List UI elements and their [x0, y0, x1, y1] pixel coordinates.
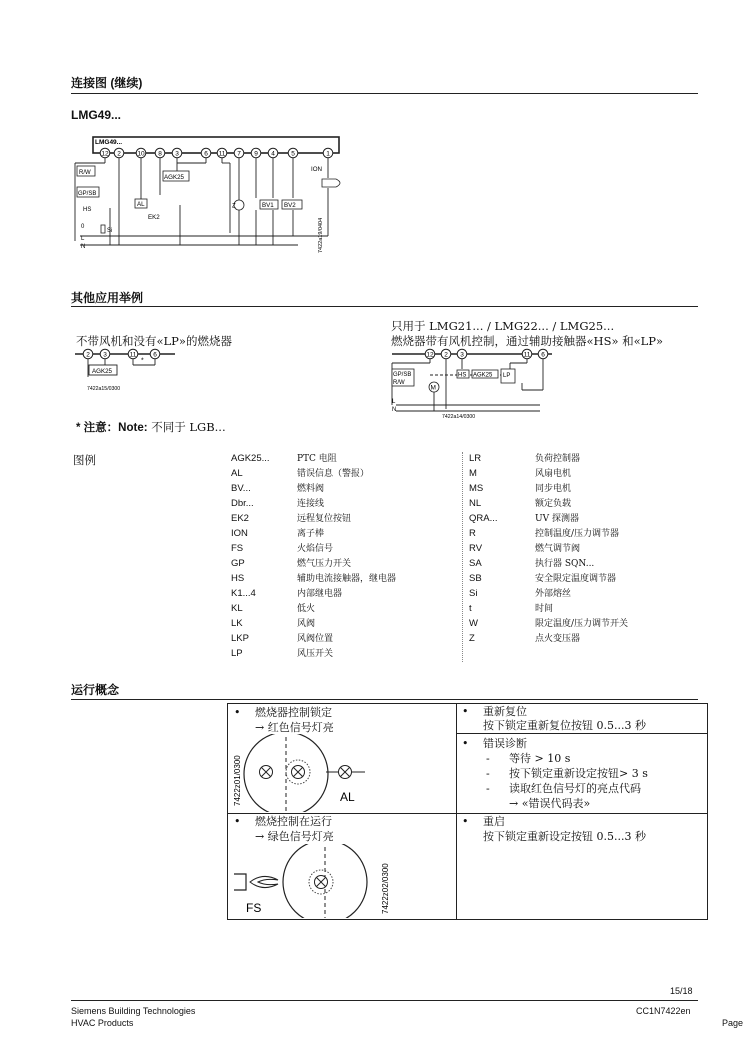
agk-label: AGK25: [473, 372, 493, 379]
terminal: [522, 349, 532, 359]
bv2-label: BV2: [284, 202, 296, 209]
divider: [71, 93, 698, 94]
legend-key: Dbr...: [231, 498, 254, 509]
lmg49-box-label: LMG49...: [95, 139, 123, 146]
legend-row: [469, 603, 689, 615]
agk-label: AGK25: [164, 174, 184, 181]
legend-value: 辅助电流接触器，继电器: [297, 574, 397, 584]
legend-row: [231, 618, 451, 630]
lamp-icon: [292, 766, 305, 779]
running-bullet: •: [234, 815, 241, 828]
legend-row: [469, 588, 689, 600]
diag-arrow: → «错误代码表»: [509, 797, 591, 810]
svg-text:2: 2: [86, 351, 90, 359]
zero-label: 0: [81, 224, 85, 230]
svg-text:11: 11: [523, 351, 531, 359]
legend-row: [469, 528, 689, 540]
legend-key: KL: [231, 603, 243, 614]
terminal: [150, 349, 160, 359]
legend-value: 限定温度/压力调节开关: [535, 619, 629, 629]
legend-value: PTC 电阻: [297, 454, 337, 464]
legend-value: 风压开关: [297, 649, 334, 659]
diag-item: 等待 > 10 s: [509, 752, 571, 765]
legend-row: [469, 513, 689, 525]
terminal: [251, 148, 261, 158]
terminal: [100, 148, 110, 158]
bv1-label: BV1: [262, 202, 274, 209]
flame-electrode-icon: [322, 179, 340, 187]
divider: [71, 699, 698, 700]
legend-value: 风阀: [297, 619, 316, 629]
legend-key: LK: [231, 618, 243, 629]
lmg49-wiring-diagram: [70, 133, 360, 258]
svg-text:5: 5: [291, 150, 295, 158]
legend-value: 风阀位置: [297, 634, 334, 644]
flame-icon: [250, 876, 278, 887]
svg-text:4: 4: [271, 150, 275, 158]
footer-page-label: Page: [722, 1018, 744, 1028]
rw-label: R/W: [79, 170, 91, 176]
gpsb-label: GP/SB: [78, 191, 97, 197]
running-line2: → 绿色信号灯亮: [255, 830, 334, 843]
legend-row: [231, 483, 451, 495]
dash: -: [486, 782, 490, 795]
dash: -: [486, 752, 490, 765]
alarm-lamp-icon: [339, 766, 352, 779]
legend-value: 同步电机: [535, 484, 572, 494]
legend-value: 点火变压器: [535, 634, 581, 644]
legend-key: K1...4: [231, 588, 256, 599]
svg-text:10: 10: [137, 150, 145, 158]
legend-row: [231, 603, 451, 615]
legend-row: [469, 618, 689, 630]
lmg49-box: [93, 137, 339, 153]
legend-row: [231, 513, 451, 525]
legend-key: Z: [469, 633, 475, 644]
al-label: AL: [137, 201, 145, 208]
svg-text:2: 2: [444, 351, 448, 359]
note-bold: Note:: [118, 422, 148, 434]
legend-key: t: [469, 603, 472, 614]
legend-key: EK2: [231, 513, 249, 524]
l-label: L: [392, 399, 396, 405]
lockout-bullet: •: [234, 706, 241, 719]
dash: -: [486, 767, 490, 780]
terminal: [217, 148, 227, 158]
restart-bullet: •: [462, 815, 469, 828]
legend-value: 风扇电机: [535, 469, 572, 479]
legend-value: 控制温度/压力调节器: [535, 529, 620, 539]
legend-row: [231, 528, 451, 540]
svg-text:3: 3: [175, 150, 179, 158]
terminal: [155, 148, 165, 158]
hs-label: HS: [83, 207, 92, 213]
legend-key: AGK25...: [231, 453, 270, 464]
svg-text:7: 7: [237, 150, 241, 158]
legend-value: 额定负载: [535, 499, 572, 509]
note-text: 不同于 LGB...: [147, 420, 226, 434]
operation-table: [227, 703, 708, 920]
svg-text:6: 6: [153, 351, 157, 359]
legend-value: 低火: [297, 604, 316, 614]
legend-value: 内部继电器: [297, 589, 343, 599]
legend-value: 离子棒: [297, 529, 325, 539]
lp-label: LP: [503, 373, 511, 379]
legend-key: SB: [469, 573, 482, 584]
terminal: [425, 349, 435, 359]
right-example-caption-2: 燃烧器带有风机控制，通过辅助接触器«HS» 和«LP»: [391, 334, 664, 348]
svg-text:12: 12: [426, 351, 434, 359]
diag-item: 按下锁定重新设定按钮> 3 s: [509, 767, 648, 780]
legend-key: QRA...: [469, 513, 498, 524]
svg-text:1: 1: [326, 150, 330, 158]
legend-row: [469, 573, 689, 585]
legend-key: FS: [231, 543, 244, 554]
reset-line1: 重新复位: [483, 705, 527, 718]
legend-key: RV: [469, 543, 483, 554]
terminal: [100, 349, 110, 359]
diagram-ref: 7422z02/0300: [381, 863, 390, 914]
ion-label: ION: [311, 166, 323, 173]
legend-value: UV 探测器: [535, 514, 579, 524]
svg-text:3: 3: [103, 351, 107, 359]
footer-divider: [71, 1000, 698, 1001]
legend-row: [469, 558, 689, 570]
hs-label: HS: [458, 372, 467, 379]
terminal: [172, 148, 182, 158]
terminal: [128, 349, 138, 359]
legend-key: AL: [231, 468, 243, 479]
legend-key: NL: [469, 498, 482, 509]
divider: [71, 306, 698, 307]
svg-text:6: 6: [204, 150, 208, 158]
svg-text:11: 11: [129, 351, 137, 359]
lockout-line2: → 红色信号灯亮: [255, 721, 334, 734]
terminal: [136, 148, 146, 158]
lamp-icon: [260, 766, 273, 779]
legend-row: [231, 453, 451, 465]
svg-text:11: 11: [218, 150, 226, 158]
legend-key: HS: [231, 573, 245, 584]
fs-label: FS: [246, 901, 262, 915]
note: [76, 419, 226, 435]
legend-key: ION: [231, 528, 248, 539]
terminal: [288, 148, 298, 158]
diagram-ref: 7422a15/0300: [87, 386, 121, 392]
diagram-ref: 7422a19/0404: [318, 217, 324, 253]
n-label: N: [81, 244, 86, 250]
legend-value: 时间: [535, 604, 554, 614]
right-example-caption-1: 只用于 LMG21... / LMG22... / LMG25...: [391, 319, 615, 333]
legend-key: M: [469, 468, 477, 479]
legend-value: 燃料阀: [297, 484, 325, 494]
footer-doc: CC1N7422en: [636, 1006, 691, 1016]
legend-row: [231, 498, 451, 510]
restart-line2: 按下锁定重新设定按钮 0.5...3 秒: [483, 830, 646, 843]
legend-row: [231, 633, 451, 645]
footer-division: HVAC Products: [71, 1018, 134, 1028]
l-label: L: [81, 236, 85, 242]
reset-line2: 按下锁定重新复位按钮 0.5...3 秒: [483, 719, 646, 732]
diagram-ref: 7422z01/0300: [233, 755, 242, 806]
legend-row: [469, 483, 689, 495]
legend-key: MS: [469, 483, 484, 494]
legend-key: LR: [469, 453, 482, 464]
diag-item: 读取红色信号灯的亮点代码: [509, 782, 641, 795]
restart-line1: 重启: [483, 815, 505, 828]
legend-row: [231, 468, 451, 480]
legend-value: 外部熔丝: [535, 589, 572, 599]
reset-bullet: •: [462, 705, 469, 718]
legend-row: [469, 633, 689, 645]
si-label: Si: [107, 228, 113, 234]
table-row-divider: [228, 813, 707, 814]
legend-key: LKP: [231, 633, 249, 644]
z-label: Z: [232, 203, 236, 210]
legend-value: 远程复位按钮: [297, 514, 352, 524]
m-label: M: [430, 384, 436, 392]
legend-value: 连接线: [297, 499, 325, 509]
right-example-diagram: [390, 345, 560, 420]
agk-label: AGK25: [92, 368, 112, 375]
legend-value: 执行器 SQN...: [535, 559, 595, 569]
terminal: [268, 148, 278, 158]
footer-company: Siemens Building Technologies: [71, 1006, 196, 1016]
page-number: 15/18: [670, 986, 693, 996]
n-label: N: [392, 407, 397, 413]
lmg49-title: LMG49...: [71, 108, 122, 122]
rw-label: R/W: [393, 380, 405, 386]
diag-bullet: •: [462, 737, 469, 750]
legend-divider: [462, 452, 463, 662]
section-title-other: 其他应用举例: [71, 291, 144, 305]
terminal: [538, 349, 548, 359]
asterisk-icon: *: [141, 357, 144, 365]
legend-key: LP: [231, 648, 243, 659]
terminal: [234, 148, 244, 158]
diag-title: 错误诊断: [483, 737, 527, 750]
svg-text:6: 6: [541, 351, 545, 359]
left-example-caption: 不带风机和没有«LP»的燃烧器: [76, 334, 232, 348]
gpsb-label: GP/SB: [393, 372, 412, 378]
legend-row: [231, 543, 451, 555]
terminal: [83, 349, 93, 359]
legend-key: Si: [469, 588, 478, 599]
table-col-divider: [456, 704, 457, 919]
running-diagram: [228, 844, 453, 918]
burner-icon: [234, 874, 246, 890]
section-title-operation: 运行概念: [71, 683, 120, 697]
table-row-divider: [456, 733, 707, 734]
diagram-ref: 7422a14/0300: [442, 414, 476, 420]
al-label: AL: [340, 790, 355, 804]
svg-text:2: 2: [117, 150, 121, 158]
legend-key: GP: [231, 558, 245, 569]
terminal: [457, 349, 467, 359]
svg-text:9: 9: [254, 150, 258, 158]
left-example-diagram: [75, 345, 185, 400]
legend-title: 图例: [73, 453, 96, 467]
page-title: 连接图 (继续): [71, 76, 143, 90]
legend-row: [231, 648, 451, 660]
ek2-label: EK2: [148, 214, 160, 221]
svg-text:12: 12: [101, 150, 109, 158]
legend-row: [231, 573, 451, 585]
si-fuse: [101, 225, 105, 233]
legend-row: [231, 558, 451, 570]
note-prefix: * 注意：: [76, 422, 119, 434]
legend-key: SA: [469, 558, 482, 569]
legend-row: [469, 453, 689, 465]
legend-value: 燃气调节阀: [535, 544, 581, 554]
legend-row: [469, 498, 689, 510]
legend-row: [231, 588, 451, 600]
legend-value: 负荷控制器: [535, 454, 581, 464]
legend-key: W: [469, 618, 478, 629]
legend-value: 燃气压力开关: [297, 559, 352, 569]
legend-row: [469, 468, 689, 480]
terminal: [201, 148, 211, 158]
lockout-diagram: [228, 734, 453, 812]
legend-value: 错误信息（警报）: [297, 469, 370, 479]
lockout-line1: 燃烧器控制锁定: [255, 706, 332, 719]
lamp-icon: [315, 876, 328, 889]
legend-value: 安全限定温度调节器: [535, 574, 617, 584]
terminal: [323, 148, 333, 158]
legend-row: [469, 543, 689, 555]
legend-value: 火焰信号: [297, 544, 334, 554]
running-line1: 燃烧控制在运行: [255, 815, 332, 828]
terminal: [441, 349, 451, 359]
svg-text:8: 8: [158, 150, 162, 158]
legend-key: R: [469, 528, 476, 539]
terminal: [114, 148, 124, 158]
legend-key: BV...: [231, 483, 251, 494]
svg-text:3: 3: [460, 351, 464, 359]
